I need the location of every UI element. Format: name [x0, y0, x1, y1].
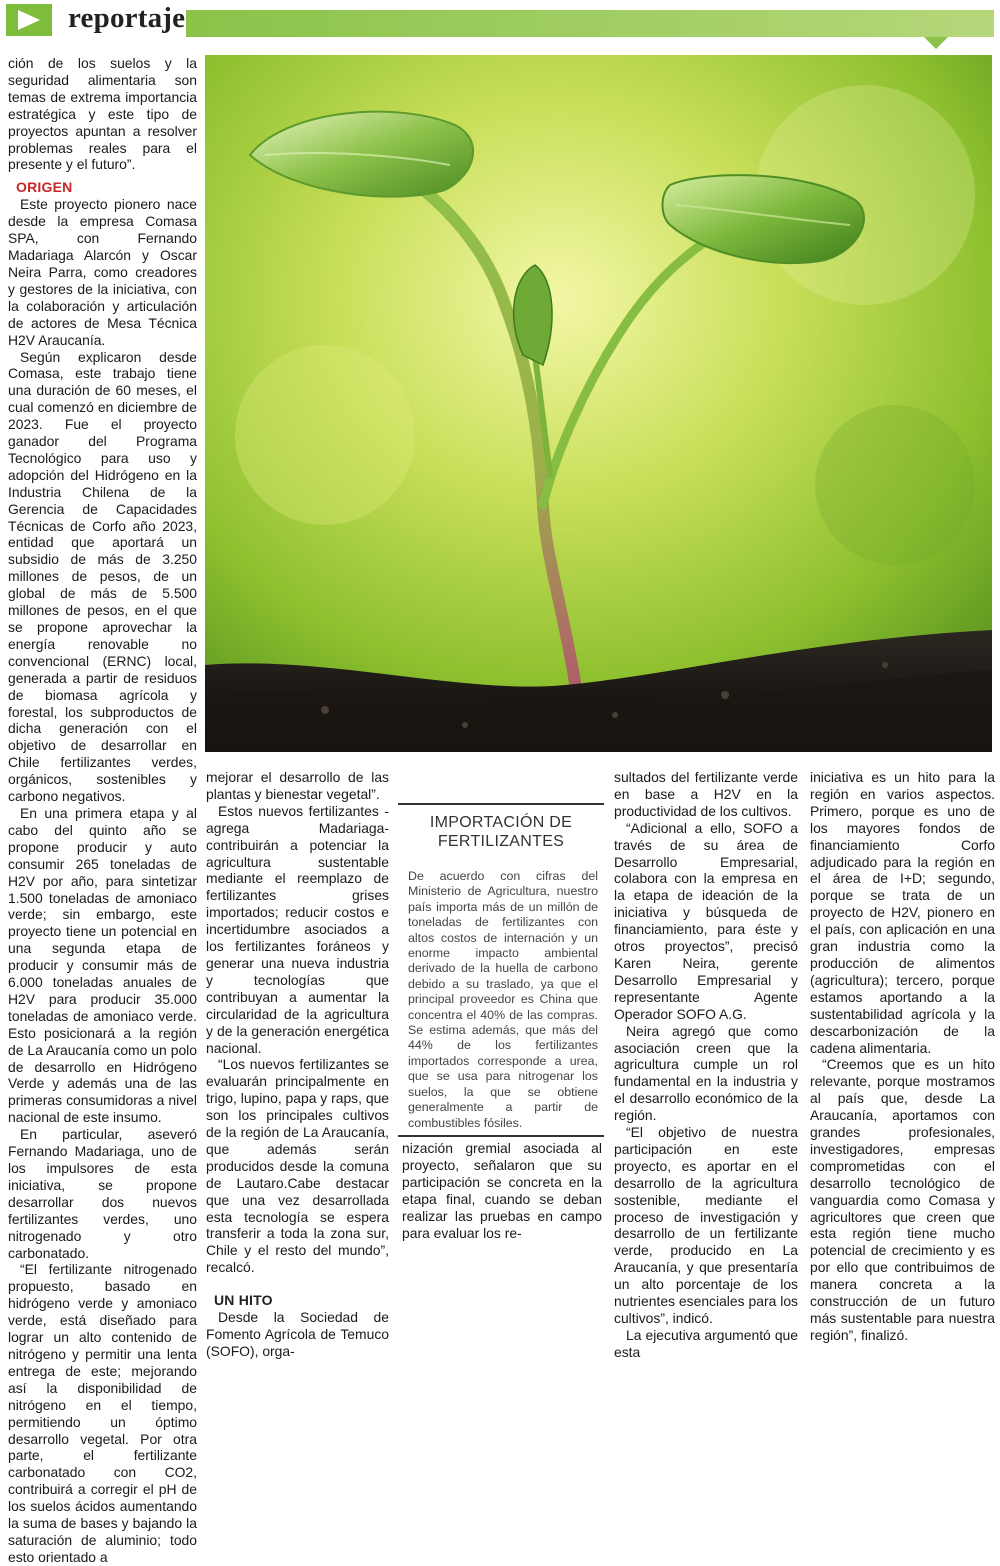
box-title: IMPORTACIÓN DE FERTILIZANTES: [429, 814, 573, 850]
paragraph: De acuerdo con cifras del Ministerio de Agricultura, nuestro país importa más de un millón de toneladas de fertilizantes con altos costos de internación y un enorme impacto ambiental derivado de la huella de carbono debido a su traslado, ya que el principal proveedor es China que concentra el 40% de las compras. Se estima además, que más del 44% de los fertilizantes importados corresponde a urea, que se usa para nitrogenar los suelos, la que se obtiene generalmente a partir de combustibles fósiles.: [408, 869, 598, 1130]
paragraph: En una primera etapa y al cabo del quinto año se propone producir y auto consumir 265 toneladas de H2V por año, para sintetizar 1.500 toneladas de amoniaco verde; sin embargo, este proyecto tiene un potencial en una segunda etapa de producir y consumir más de 6.000 toneladas anuales de H2V para producir 35.000 toneladas de amoniaco verde. Esto posicionará a la región de La Araucanía como un polo de desarrollo en Hidrógeno Verde y además una de las primeras consumidoras a nivel nacional de este insumo.: [8, 804, 197, 1126]
box-top-rule: [398, 803, 604, 805]
paragraph: Según explicaron desde Comasa, este trabajo tiene una duración de 60 meses, el cual comenzó en diciembre de 2023. Fue el proyecto ganador del Programa Tecnológico para uso y adopción del Hidrógeno en la Industria Chilena de la Gerencia de Capacidades Técnicas de Corfo año 2023, entidad que aportará un subsidio de más de 3.250 millones de pesos, de un global de más de 5.500 millones de pesos, en el que se propone aprovechar la energía renovable no convencional (ERNC) local, generada a partir de residuos de biomasa agrícola y forestal, los subproductos de dicha generación con el objetivo de desarrollar en Chile fertilizantes verdes, orgánicos, sostenibles y carbono negativos.: [8, 348, 197, 805]
paragraph: La ejecutiva argumentó que esta: [614, 1326, 798, 1360]
play-triangle-icon: [16, 9, 42, 31]
paragraph: mejorar el desarrollo de las plantas y bienestar vegetal”.: [206, 769, 389, 802]
paragraph: “Creemos que es un hito relevante, porque mostramos al país que, desde La Araucanía, aportamos con grandes profesionales, investigadores, empresas comprometidas con el desarrollo tecnológico de vanguardia como Comasa y agricultores que creen que esta región tiene mucho potencial de crecimiento y es por ello que contribuimos de manera concreta a la construcción de un futuro más sustentable para nuestra región”, finalizó.: [810, 1056, 995, 1343]
paragraph: nización gremial asociada al proyecto, señalaron que su participación se concreta en la etapa final, cuando se deban realizar las pruebas en campo para evaluar los re-: [402, 1140, 602, 1241]
paragraph: “Los nuevos fertilizantes se evaluarán principalmente en trigo, lupino, papa y raps, que son los principales cultivos de la región de La Araucanía, que además serán producidos desde la comuna de Lautaro.Cabe destacar que una vez desarrollada esta tecnología se espera transferir a toda la zona sur, Chile y el resto del mundo”, recalcó.: [206, 1056, 390, 1276]
paragraph: “El objetivo de nuestra participación en este proyecto, es aportar en el desarrollo de la agricultura sostenible, mediante el proceso de investigación y desarrollo de un fertilizante verde, producido en La Araucanía, y que presentaría un alto porcentaje de los nutrientes esenciales para los cultivos”, indicó.: [614, 1124, 798, 1326]
paragraph: Estos nuevos fertilizantes -agrega Madariaga- contribuirán a potenciar la agricultura sustentable mediante el reemplazo de fertilizantes grises importados; reducir costos e incertidumbre asociados a los fertilizantes foráneos y generar una nueva industria y tecnologías que contribuyan a aumentar la circularidad de la agricultura y de la generación energética nacional.: [206, 802, 389, 1056]
paragraph: En particular, aseveró Fernando Madariaga, uno de los impulsores de esta iniciativa, se propone desarrollar dos nuevos fertilizantes verdes, uno nitrogenado y otro carbonatado.: [8, 1126, 197, 1261]
section-header: [0, 0, 1000, 50]
header-band: [186, 10, 994, 37]
article-column-4: [614, 769, 798, 1361]
seedling-photo: [205, 55, 992, 752]
article-column-5: [810, 769, 995, 1344]
paragraph: iniciativa es un hito para la región en varios aspectos. Primero, porque es uno de los mayores fondos de financiamiento Corfo adjudicado para la región en el área de I+D; segundo, porque se trata de un proyecto de H2V, pionero en el país, con aplicación en una gran industria como la producción de alimentos (agricultura); tercero, porque estamos aportando a la sustentabilidad agrícola y la descarbonización de la cadena alimentaria.: [810, 769, 995, 1056]
paragraph: Este proyecto pionero nace desde la empresa Comasa SPA, con Fernando Madariaga Alarcón y Oscar Neira Parra, como creadores y gestores de la iniciativa, con la colaboración y articulación de actores de Mesa Técnica H2V Araucanía.: [8, 196, 197, 348]
subhead-un-hito: UN HITO: [214, 1292, 273, 1309]
section-marker: [6, 4, 52, 36]
article-column-1: [8, 55, 197, 1566]
seedling-illustration: [205, 55, 992, 752]
paragraph: ción de los suelos y la seguridad alimentaria son temas de extrema importancia estratégica y este tipo de proyectos apuntan a resolver problemas reales para el presente y el futuro”.: [8, 55, 197, 173]
paragraph: “Adicional a ello, SOFO a través de su área de Desarrollo Empresarial, colabora con la empresa en la etapa de ideación de la iniciativa y búsqueda de financiamiento, para éste y otros proyectos”, precisó Karen Neira, gerente Desarrollo Empresarial y representante Agente Operador SOFO A.G.: [614, 819, 798, 1022]
paragraph: sultados del fertilizante verde en base a H2V en la productividad de los cultivos.: [614, 769, 798, 819]
box-bottom-rule: [398, 1135, 604, 1137]
paragraph: “El fertilizante nitrogenado propuesto, basado en hidrógeno verde y amoniaco verde, está diseñado para lograr un alto contenido de nitrógeno y permitir una lenta entrega de este; mejorando así la disponibilidad de nitrógeno en el tiempo, permitiendo un óptimo desarrollo vegetal. Por otra parte, el fertilizante carbonatado con CO2, contribuirá a corregir el pH de los suelos ácidos aumentando la suma de bases y bajando la saturación de aluminio; todo esto orientado a: [8, 1261, 197, 1565]
paragraph: Desde la Sociedad de Fomento Agrícola de Temuco (SOFO), orga-: [206, 1309, 389, 1359]
section-title: reportaje: [68, 2, 186, 34]
article-column-2: [206, 769, 389, 1360]
header-notch: [924, 37, 948, 51]
box-body: [408, 869, 598, 1131]
paragraph: Neira agregó que como asociación creen que la agricultura cumple un rol fundamental en la industria y el desarrollo económico de la región.: [614, 1022, 798, 1124]
article-column-3: [402, 1140, 602, 1241]
subhead-origen: ORIGEN: [16, 179, 73, 196]
